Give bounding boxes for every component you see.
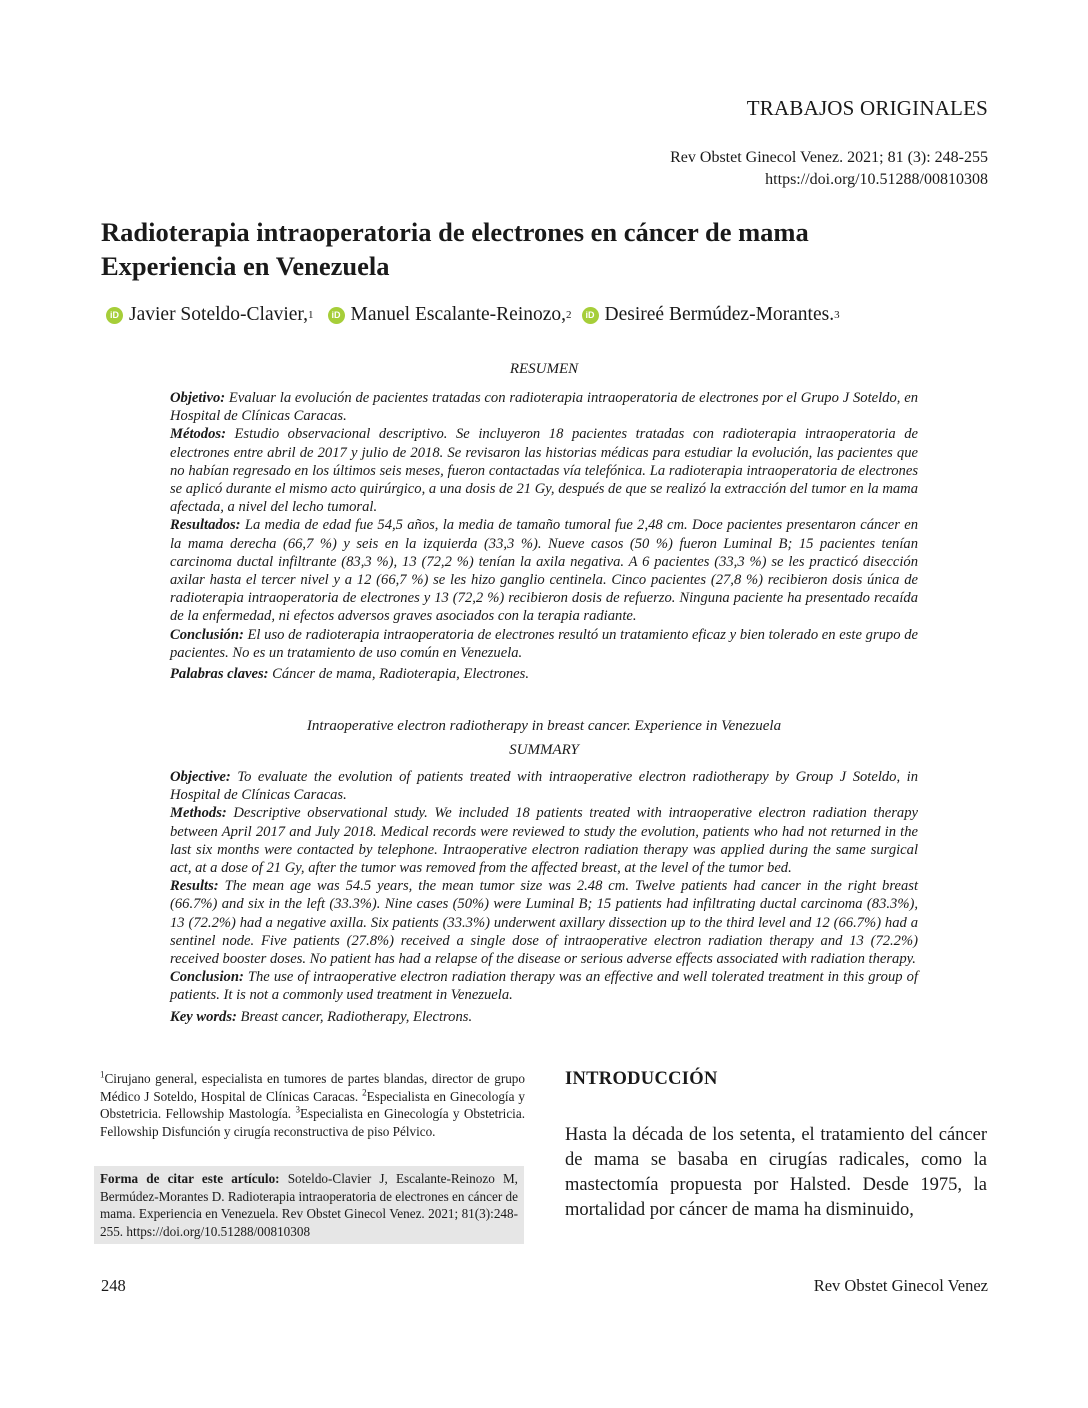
- summary-keywords: [170, 1008, 918, 1026]
- label: Methods:: [170, 805, 227, 822]
- title-line-2: Experiencia en Venezuela: [101, 251, 390, 281]
- label: Key words:: [170, 1008, 237, 1025]
- footnote-mark: 3: [295, 1104, 300, 1115]
- resumen-heading: RESUMEN: [509, 361, 579, 377]
- text: Estudio observacional descriptivo. Se incluyeron 18 pacientes tratadas con radioterapia intraoperatoria de electrones entre abril de 2017 y julio de 2018. Se revisaron las historias médicas para estudiar la evolución, las pacientes que no habían regresado en los últimos seis meses, fueron contactadas vía telefónica. La radioterapia intraoperatoria de electrones se aplicó durante el mismo acto quirúrgico, a una dosis de 21 Gy, después de que se realizó la extracción del tumor en la mama afectada, a nivel del lecho tumoral.: [170, 426, 918, 516]
- orcid-icon[interactable]: iD: [582, 307, 599, 324]
- footnote-text: Cirujano general, especialista en tumores de partes blandas, director de grupo Médico J Soteldo, Hospital de Clínicas Caracas.: [100, 1071, 525, 1104]
- text: To evaluate the evolution of patients treated with intraoperative electron radiotherapy by Group J Soteldo, in Hospital de Clínicas Caracas.: [170, 769, 918, 804]
- cite-text: Soteldo-Clavier J, Escalante-Reinozo M, Bermúdez-Morantes D. Radioterapia intraoperatoria de electrones en cáncer de mama. Experiencia en Venezuela. Rev Obstet Ginecol Venez. 2021; 81(3):248-255. https://doi.org/10.51288/00810308: [100, 1171, 518, 1239]
- introduction-text: Hasta la década de los setenta, el tratamiento del cáncer de mama se basaba en cirugías radicales, como la mastectomía propuesta por Halsted. Desde 1975, la mortalidad por cáncer de mama ha disminuido,: [565, 1125, 987, 1220]
- resumen-keywords: [170, 665, 918, 683]
- orcid-icon[interactable]: iD: [328, 307, 345, 324]
- label: Objetivo:: [170, 390, 226, 406]
- journal-citation: [670, 147, 988, 191]
- resumen-body: [170, 389, 918, 683]
- summary-results: [170, 877, 918, 968]
- label: Resultados:: [170, 517, 241, 534]
- journal-footer: Rev Obstet Ginecol Venez: [813, 1276, 988, 1295]
- introduction-heading: INTRODUCCIÓN: [565, 1069, 718, 1089]
- summary-heading: SUMMARY: [509, 742, 579, 758]
- resumen-conclusion: [170, 626, 918, 662]
- orcid-icon[interactable]: iD: [106, 307, 123, 324]
- summary-conclusion: [170, 968, 918, 1004]
- summary-body: [170, 768, 918, 1026]
- label: Results:: [170, 878, 219, 895]
- cite-label: Forma de citar este artículo:: [100, 1171, 280, 1186]
- label: Métodos:: [170, 426, 226, 443]
- footnote-mark: 2: [362, 1087, 367, 1098]
- label: Palabras claves:: [170, 666, 269, 683]
- label: Objective:: [170, 769, 231, 785]
- text: Cáncer de mama, Radioterapia, Electrones.: [268, 666, 529, 683]
- section-label: TRABAJOS ORIGINALES: [746, 96, 988, 120]
- author-3: iD Desireé Bermúdez-Morantes. 3: [582, 304, 840, 326]
- page-number: 248: [101, 1276, 126, 1295]
- text: Evaluar la evolución de pacientes tratadas con radioterapia intraoperatoria de electrones por el Grupo J Soteldo, en Hospital de Clínicas Caracas.: [170, 390, 918, 425]
- title-line-1: Radioterapia intraoperatoria de electrones en cáncer de mama: [101, 217, 809, 247]
- author-2: iD Manuel Escalante-Reinozo, 2: [328, 304, 572, 326]
- article-title: [101, 215, 1001, 283]
- resumen-resultados: [170, 516, 918, 625]
- affiliation-footnotes: [100, 1070, 525, 1140]
- author-name: Manuel Escalante-Reinozo,: [350, 304, 567, 325]
- resumen-metodos: [170, 425, 918, 516]
- resumen-objetivo: [170, 389, 918, 425]
- citation-line: Rev Obstet Ginecol Venez. 2021; 81 (3): 248-255: [670, 149, 988, 166]
- summary-methods: [170, 804, 918, 877]
- label: Conclusión:: [170, 626, 244, 643]
- footnote-mark: 1: [100, 1069, 105, 1080]
- author-list: [106, 304, 840, 326]
- doi-link[interactable]: https://doi.org/10.51288/00810308: [765, 171, 988, 188]
- author-name: Desireé Bermúdez-Morantes.: [604, 304, 835, 325]
- footnote-text: Especialista en Ginecología y Obstetricia. Fellowship Disfunción y cirugía reconstructiva de piso Pélvico.: [100, 1106, 525, 1139]
- summary-objective: [170, 768, 918, 804]
- label: Conclusion:: [170, 969, 244, 986]
- author-1: iD Javier Soteldo-Clavier, 1: [106, 304, 314, 326]
- footnote-text: Especialista en Ginecología y Obstetricia. Fellowship Mastología.: [100, 1088, 525, 1121]
- author-name: Javier Soteldo-Clavier,: [129, 304, 309, 325]
- english-title: Intraoperative electron radiotherapy in breast cancer. Experience in Venezuela: [306, 718, 782, 734]
- text: The mean age was 54.5 years, the mean tumor size was 2.48 cm. Twelve patients had cancer in the right breast (66.7%) and six in the left (33.3%). Nine cases (50%) were Luminal B; 15 patients had infiltrating ductal carcinoma (83.3%), 13 (72.2%) had a negative axilla. Six patients (33.3%) underwent axillary dissection up to the third level and 12 (66.7%) had a sentinel node. Five patients (27.8%) received a single dose of intraoperative electron radiation therapy and 13 (72.2%) received booster doses. No patient has had a relapse of the disease or serious adverse effects associated with radiation therapy.: [170, 878, 918, 968]
- text: Descriptive observational study. We included 18 patients treated with intraoperative electron radiation therapy between April 2017 and July 2018. Medical records were reviewed to study the evolution, patients who had not returned in the last six months were contacted by telephone. Intraoperative electron radiation therapy was applied during the same surgical act, at a dose of 21 Gy, after the tumor was removed from the affected breast, at the level of the tumor bed.: [170, 805, 918, 877]
- text: Breast cancer, Radiotherapy, Electrons.: [236, 1008, 473, 1025]
- text: El uso de radioterapia intraoperatoria de electrones resultó un tratamiento eficaz y bien tolerado en este grupo de pacientes. No es un tratamiento de uso común en Venezuela.: [170, 626, 918, 661]
- text: La media de edad fue 54,5 años, la media de tamaño tumoral fue 2,48 cm. Doce pacientes presentaron cáncer en la mama derecha (66,7 %) y seis en la izquierda (33,3 %). Nueve casos (50 %) fueron Luminal B; 15 pacientes tenían carcinoma ductal infiltrante (83,3 %), 13 (72,2 %) tenían la axila negativa. A 6 pacientes (33,3 %) se les practicó disección axilar hasta el tercer nivel y a 12 (66,7 %) se les hizo ganglio centinela. Cinco pacientes (27,8 %) recibieron dosis única de radioterapia intraoperatoria de electrones y 13 (72,2 %) recibieron dosis de refuerzo. Ninguna paciente ha presentado recaída de la enfermedad, ni efectos adversos graves asociados con la terapia radiante.: [170, 517, 918, 625]
- text: The use of intraoperative electron radiation therapy was an effective and well tolerated treatment in this group of patients. It is not a commonly used treatment in Venezuela.: [170, 969, 918, 1004]
- how-to-cite-box: [94, 1166, 524, 1244]
